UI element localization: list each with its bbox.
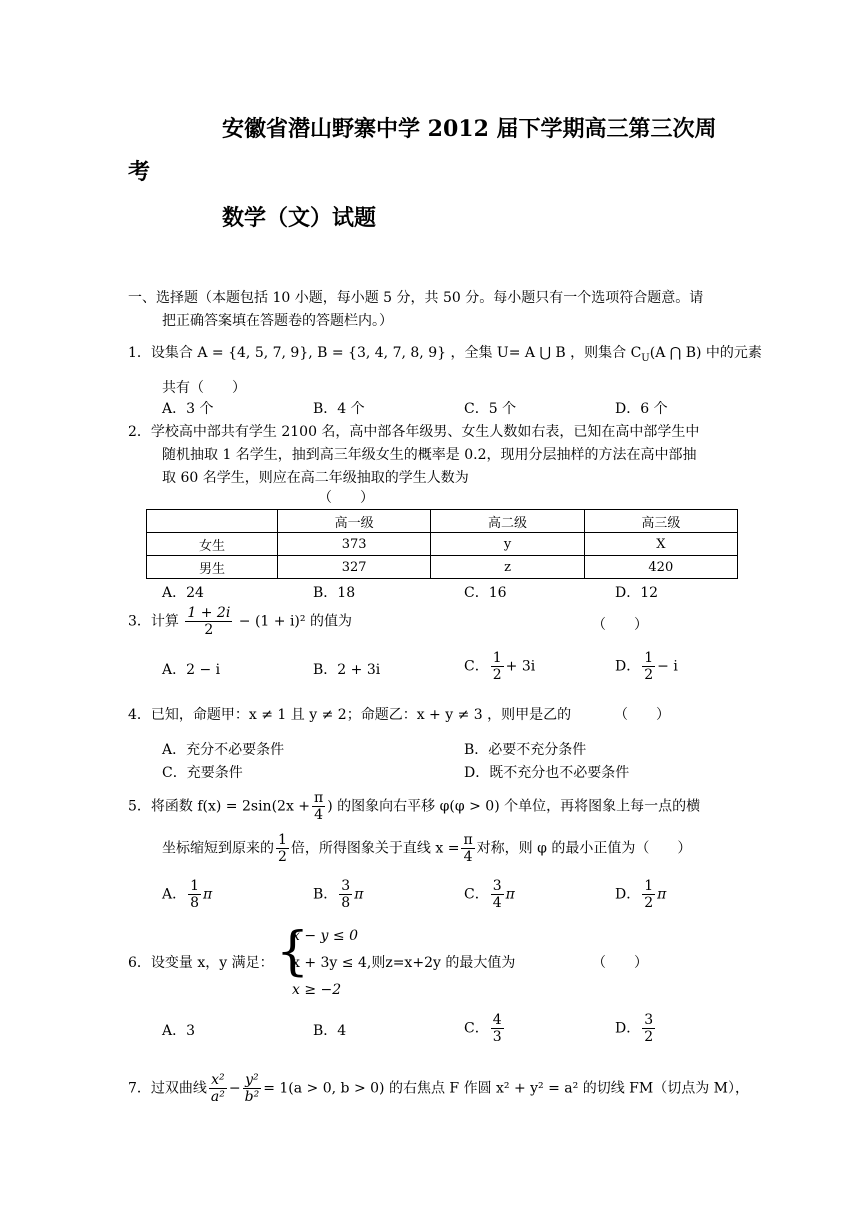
frac-num: 1	[644, 878, 654, 894]
q3-tail: − (1 + i)² 的值为	[238, 613, 352, 630]
frac-den: a²	[210, 1089, 225, 1106]
q3-optc-label: C．	[464, 658, 489, 675]
q3-optd-frac	[642, 650, 655, 683]
q3-frac-den: 2	[204, 622, 214, 639]
q5-l2-b: 倍，所得图象关于直线 x =	[290, 840, 460, 857]
opt-label: D．	[615, 886, 641, 903]
frac-den: 2	[644, 1029, 654, 1046]
frac-num: 3	[644, 1012, 654, 1028]
table-cell: 373	[278, 533, 431, 556]
q5-frac	[276, 832, 289, 865]
opt-frac	[188, 878, 201, 911]
opt-frac	[339, 878, 352, 911]
q6-system-line3: x ≥ −2	[292, 982, 342, 998]
frac-num: 1	[190, 878, 200, 894]
q3-frac-num: 1 + 2i	[187, 605, 231, 621]
q3-optd-tail: − i	[657, 658, 678, 675]
section-heading: 一、选择题（本题包括 10 小题，每小题 5 分，共 50 分。每小题只有一个选项符合题意。请	[128, 290, 704, 306]
opt-frac	[491, 878, 504, 911]
q7-frac1	[209, 1072, 227, 1105]
q2-option-d[interactable]: D．12	[615, 585, 659, 601]
opt-frac	[491, 1012, 504, 1045]
q2-line2: 随机抽取 1 名学生，抽到高三年级女生的概率是 0.2，现用分层抽样的方法在高中部抽	[162, 447, 697, 463]
frac-den: 8	[341, 895, 351, 912]
q3-option-c[interactable]	[464, 650, 535, 683]
q5-text-b: ) 的图象向右平移 φ(φ > 0) 个单位，再将图象上每一点的横	[327, 798, 701, 815]
question-6: 6．设变量 x，y 满足：	[128, 955, 274, 971]
opt-label: C．	[464, 1020, 489, 1037]
q4-option-d[interactable]: D．既不充分也不必要条件	[464, 765, 630, 781]
table-cell: 女生	[147, 533, 278, 556]
q2-option-a[interactable]: A．24	[162, 585, 204, 601]
question-7	[128, 1072, 749, 1105]
q4-option-b[interactable]: B．必要不充分条件	[464, 742, 587, 758]
question-1	[128, 345, 762, 365]
q1-option-b[interactable]: B．4 个	[313, 401, 365, 417]
q7-tail: = 1(a > 0, b > 0) 的右焦点 F 作圆 x² + y² = a² 的切线 FM（切点为 M），	[263, 1080, 749, 1097]
q3-option-a[interactable]: A．2 − i	[162, 662, 221, 678]
frac-den: 3	[492, 1029, 502, 1046]
q5-option-c[interactable]	[464, 878, 515, 911]
table-header-row	[147, 510, 738, 533]
opt-frac	[642, 1012, 655, 1045]
frac-num: 1	[644, 650, 654, 666]
table-header-cell	[147, 510, 278, 533]
q2-option-b[interactable]: B．18	[313, 585, 356, 601]
table-cell: X	[584, 533, 737, 556]
q3-optc-tail: + 3i	[505, 658, 536, 675]
table-row	[147, 533, 738, 556]
q3-option-d[interactable]	[615, 650, 678, 683]
table-cell: z	[431, 556, 584, 579]
frac-den: 2	[644, 895, 654, 912]
q5-l2-a: 坐标缩短到原来的	[162, 840, 274, 857]
q5-option-b[interactable]	[313, 878, 363, 911]
frac-den: b²	[244, 1089, 260, 1106]
q5-frac	[461, 832, 474, 865]
frac-den: 2	[278, 849, 287, 866]
table-header-cell: 高三级	[584, 510, 737, 533]
q2-option-c[interactable]: C．16	[464, 585, 507, 601]
frac-num: π	[314, 790, 324, 806]
frac-den: 2	[644, 667, 654, 684]
table-cell: 327	[278, 556, 431, 579]
q1-text: 1．设集合 A = {4, 5, 7, 9}, B = {3, 4, 7, 8, 9} ，全集 U= A ⋃ B ，则集合 C	[128, 345, 642, 361]
table-row	[147, 556, 738, 579]
q6-option-a[interactable]: A．3	[162, 1023, 196, 1039]
table-header-cell: 高二级	[431, 510, 584, 533]
q7-prefix: 7．过双曲线	[128, 1080, 207, 1097]
q5-option-d[interactable]	[615, 878, 666, 911]
q5-line2	[162, 832, 691, 865]
q4-option-c[interactable]: C．充要条件	[162, 765, 243, 781]
q1-line2: 共有（ ）	[162, 380, 246, 396]
q6-system-line2: x + 3y ≤ 4,则z=x+2y 的最大值为	[292, 955, 516, 971]
table-cell: 男生	[147, 556, 278, 579]
q5-l2-c: 对称，则 φ 的最小正值为（ ）	[476, 840, 692, 857]
opt-tail: π	[657, 886, 667, 903]
q3-option-b[interactable]: B．2 + 3i	[313, 662, 381, 678]
q4-answer-paren: （ ）	[614, 707, 670, 723]
frac-num: x²	[211, 1072, 225, 1088]
frac-den: 8	[190, 895, 200, 912]
grade-table	[146, 509, 738, 579]
frac-num: y²	[245, 1072, 259, 1088]
frac-den: 2	[492, 667, 502, 684]
opt-tail: π	[505, 886, 515, 903]
q3-answer-paren: （ ）	[592, 617, 648, 633]
frac-num: 4	[492, 1012, 502, 1028]
frac-num: 1	[278, 832, 287, 848]
page-subtitle: 数学（文）试题	[222, 205, 377, 231]
frac-den: 4	[463, 849, 473, 866]
q6-option-d[interactable]	[615, 1012, 657, 1045]
q3-optd-label: D．	[615, 658, 641, 675]
opt-label: B．	[313, 886, 338, 903]
q6-option-b[interactable]: B．4	[313, 1023, 347, 1039]
q1-text-tail: (A ⋂ B) 中的元素	[649, 345, 762, 361]
frac-num: 3	[492, 878, 502, 894]
q7-minus: −	[228, 1080, 241, 1097]
q5-frac	[312, 790, 325, 823]
question-3	[128, 605, 352, 638]
frac-den: 4	[314, 807, 324, 824]
opt-tail: π	[203, 886, 213, 903]
page-title-continued: 考	[128, 159, 151, 185]
q5-text-a: 5．将函数 f(x) = 2sin(2x +	[128, 798, 311, 815]
brace-icon: {	[276, 922, 310, 982]
q5-option-a[interactable]	[162, 878, 212, 911]
question-2: 2．学校高中部共有学生 2100 名，高中部各年级男、女生人数如右表，已知在高中部学生中	[128, 424, 700, 440]
frac-num: 1	[492, 650, 502, 666]
q3-optc-frac	[491, 650, 504, 683]
q7-frac2	[243, 1072, 262, 1105]
frac-num: π	[463, 832, 473, 848]
table-cell: 420	[584, 556, 737, 579]
q1-option-c[interactable]: C．5 个	[464, 401, 517, 417]
q1-option-a[interactable]: A．3 个	[162, 401, 214, 417]
q2-line3: 取 60 名学生，则应在高二年级抽取的学生人数为	[162, 470, 469, 486]
q1-option-d[interactable]: D．6 个	[615, 401, 668, 417]
table-header-cell: 高一级	[278, 510, 431, 533]
opt-frac	[642, 878, 655, 911]
table-cell: y	[431, 533, 584, 556]
question-5	[128, 790, 700, 823]
frac-num: 3	[341, 878, 351, 894]
q2-answer-paren: （ ）	[318, 490, 374, 506]
opt-label: C．	[464, 886, 489, 903]
q4-option-a[interactable]: A．充分不必要条件	[162, 742, 285, 758]
q3-prefix: 3．计算	[128, 613, 179, 630]
q6-system-line1: x − y ≤ 0	[292, 928, 358, 944]
q6-answer-paren: （ ）	[592, 955, 648, 971]
frac-den: 4	[492, 895, 502, 912]
opt-label: D．	[615, 1020, 641, 1037]
opt-label: A．	[162, 886, 187, 903]
q3-fraction	[185, 605, 232, 638]
q1-sub: U	[641, 352, 650, 364]
q6-option-c[interactable]	[464, 1012, 506, 1045]
section-heading-line2: 把正确答案填在答题卷的答题栏内。）	[162, 313, 393, 329]
question-4: 4．已知，命题甲：x ≠ 1 且 y ≠ 2；命题乙：x + y ≠ 3 ，则甲是乙的	[128, 707, 572, 723]
page-title: 安徽省潜山野寨中学 2012 届下学期高三第三次周	[222, 116, 717, 142]
opt-tail: π	[354, 886, 364, 903]
